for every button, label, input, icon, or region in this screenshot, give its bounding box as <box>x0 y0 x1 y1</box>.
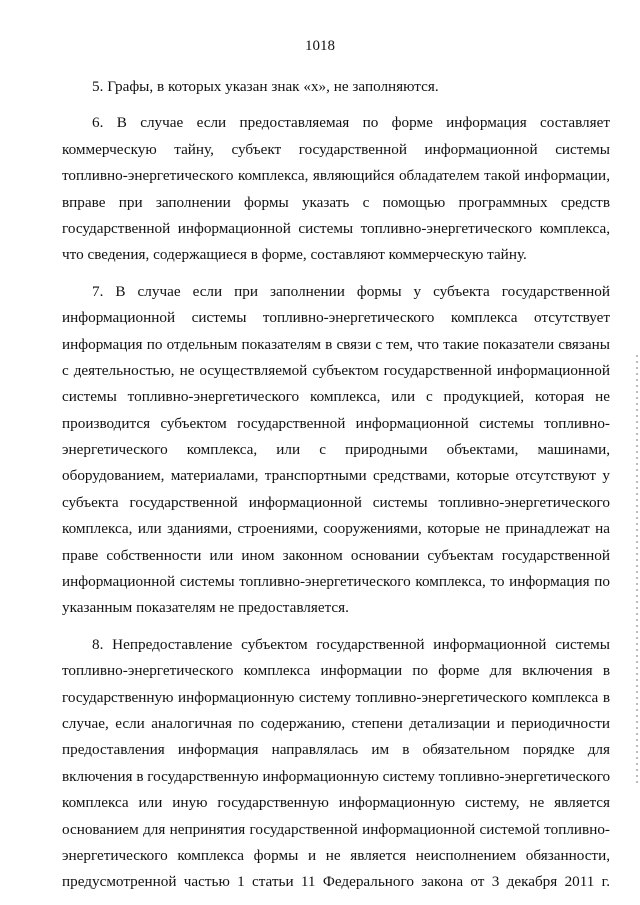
text-line: предоставления информация направлялась им в обязательном порядке для <box>62 741 610 759</box>
text-line: энергетического комплекса, или с природными объектами, машинами, <box>62 441 610 459</box>
text-line: комплекса или иную государственную информационную систему, не является <box>62 794 610 812</box>
text-line: информационной системы топливно-энергетического комплекса, то информация по <box>62 573 610 591</box>
page-number: 1018 <box>305 38 335 54</box>
text-line: 6. В случае если предоставляемая по форме информация составляет <box>92 114 610 132</box>
text-line: информация по отдельным показателям в связи с тем, что такие показатели связаны <box>62 335 610 353</box>
text-line: 5. Графы, в которых указан знак «х», не заполняются. <box>92 78 439 95</box>
text-line: комплекса, или зданиями, строениями, сооружениями, которые не принадлежат на <box>62 520 610 538</box>
text-line: предусмотренной частью 1 статьи 11 Федерального закона от 3 декабря 2011 г. <box>62 873 610 891</box>
paragraph-7 <box>62 279 610 622</box>
text-line: включения в государственную информационную систему топливно-энергетического <box>62 767 611 785</box>
text-line: праве собственности или ином законном основании субъектам государственной <box>62 546 610 564</box>
text-line: с деятельностью, не осуществляемой субъектом государственной информационной <box>62 361 610 379</box>
paragraph-5 <box>62 74 610 100</box>
text-line: основанием для непринятия государственной информационной системой топливно- <box>62 820 610 838</box>
text-line: субъекта государственной информационной системы топливно-энергетического <box>62 493 610 511</box>
paragraph-6 <box>62 110 610 268</box>
text-line: указанным показателям не предоставляется. <box>62 599 349 617</box>
text-line: производится субъектом государственной информационной системы топливно- <box>62 414 610 432</box>
document-body <box>62 74 610 896</box>
text-line: топливно-энергетического комплекса информации по форме для включения в <box>62 662 610 680</box>
text-line: государственную информационную систему топливно-энергетического комплекса в <box>62 688 610 706</box>
text-line: топливно-энергетического комплекса, являющийся обладателем такой информации, <box>62 167 610 185</box>
text-line: 8. Непредоставление субъектом государственной информационной системы <box>92 635 610 653</box>
text-line: государственной информационной системы топливно-энергетического комплекса, <box>62 219 610 237</box>
text-line: энергетического комплекса формы и не является неисполнением обязанности, <box>62 846 610 864</box>
text-line: 7. В случае если при заполнении формы у субъекта государственной <box>92 282 610 300</box>
text-line: информационной системы топливно-энергетического комплекса отсутствует <box>62 309 610 327</box>
text-line: оборудованием, материалами, транспортными средствами, которые отсутствуют у <box>62 467 610 485</box>
scan-margin-mark <box>636 355 638 785</box>
text-line: случае, если аналогичная по содержанию, степени детализации и периодичности <box>62 714 610 732</box>
text-line: что сведения, содержащиеся в форме, составляют коммерческую тайну. <box>62 246 527 264</box>
text-line: системы топливно-энергетического комплекса, или с продукцией, которая не <box>62 388 610 406</box>
text-line: коммерческую тайну, субъект государственной информационной системы <box>62 140 610 158</box>
paragraph-8 <box>62 632 610 896</box>
text-line: вправе при заполнении формы указать с помощью программных средств <box>62 193 610 211</box>
